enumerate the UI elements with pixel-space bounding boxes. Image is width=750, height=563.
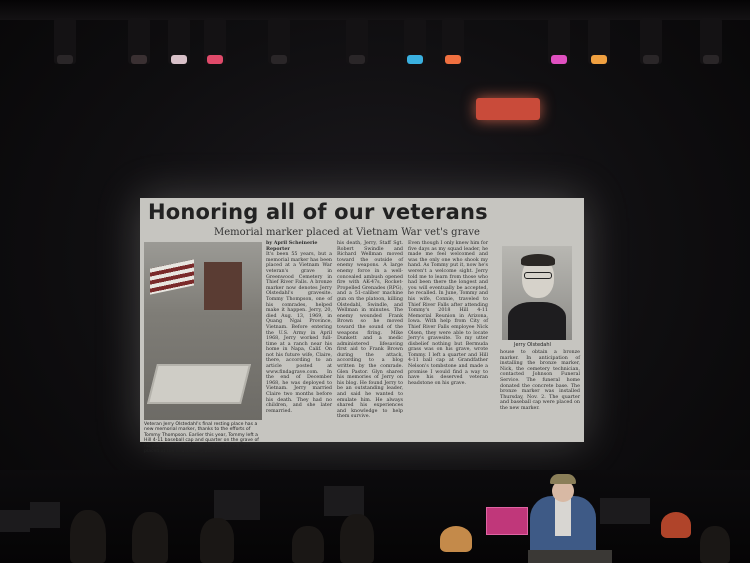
stage-light [204, 18, 226, 64]
veteran-portrait [502, 246, 572, 340]
stage-light [442, 18, 464, 64]
musician [200, 518, 234, 563]
article-subheadline: Memorial marker placed at Vietnam War vet's grave [214, 227, 480, 238]
stage-light [588, 18, 610, 64]
orchestra-area [0, 470, 750, 563]
stage-light [640, 18, 662, 64]
bronze-marker [147, 364, 251, 404]
musician [70, 510, 106, 563]
cap-icon [550, 474, 576, 484]
lit-music-stand [486, 507, 528, 535]
stage-light [404, 18, 426, 64]
musician [292, 526, 324, 563]
article-headline: Honoring all of our veterans [148, 200, 488, 224]
flag-icon [150, 259, 194, 294]
portrait-caption: Jerry Olstedahl [514, 342, 551, 348]
article-column-1 [266, 241, 332, 437]
stage-light [268, 18, 290, 64]
podium [528, 550, 612, 563]
musician [661, 512, 691, 538]
stage-light [346, 18, 368, 64]
byline: by April Scheinerie [266, 240, 318, 246]
projection-screen [140, 198, 584, 455]
article-column-4: house to obtain a bronze marker. In anticipation of installing the bronze marker, Nick, the cemetery technician, contacted Johnson Funeral Service. The funeral home donated the concrete base. The bronze marker was installed Thursday, Nov. 2. The quarter and baseball cap were placed on the new marker. [500, 350, 580, 411]
stage-light [128, 18, 150, 64]
article-column-2: his death, Jerry, Staff Sgt. Robert Swindle and Richard Wellman moved toward the outside of enemy weapons. A large enemy force in a well-concealed ambush opened fire with AK-47s, Rocket-Propelled Grenades (RPG), and a 51-caliber machine gun on the platoon, killing Olstedahl, Swindle, and Wellman in minutes. The enemy wounded Frank Brown so he moved toward the sound of the weapons firing. Mike Dunkett and a medic administered lifesaving first aid to Frank Brown during the attack, according to a blog written by the comrade. Glen Pastor. Glyn shared his memories of Jerry on his blog. He found Jerry to be an outstanding leader, and said he wanted to emulate him. He always shared his experiences and knowledge to help them survive. [337, 241, 403, 420]
grave-photo [144, 242, 262, 420]
musician [440, 526, 472, 552]
stage-light [700, 18, 722, 64]
byline-role: Reporter [266, 245, 290, 252]
music-stand [30, 502, 60, 528]
music-stand [0, 510, 30, 532]
photo-caption: Veteran Jerry Olstedahl's final resting place has a new memorial marker, thanks to the efforts of Tommy Thompson. Earlier this year, Tommy left a Hill 4-11 baseball cap and quarter on the grave of his paternal grandfather. They have now been placed at the final resting place. [144, 422, 259, 455]
music-stand [600, 498, 650, 524]
stage-light [168, 18, 190, 64]
musician [132, 512, 168, 563]
projector [476, 98, 540, 120]
article-column-3: Even though I only knew him for five days as my squad leader, he made me feel welcomed and was the only one who shook my hand. As Tommy put it, now he's weren't a welcome sight. Jerry told me to learn from those who had been there the longest and you will eventually be accepted, he recalled. In June, Tommy and his wife, Connie, traveled to Thief River Falls after attending Tommy's 2018 Hill 4-11 Memorial Reunion in Arizona, Iowa. With help from City of Thief River Falls employee Nick Olsen, they were able to locate Jerry's gravesite. To my utter disbelief nothing but Bermuda grass was on his grave, wrote Tommy. I left a quarter and Hill 4-11 ball cap at Grandfather Nelson's tombstone and made a promise I would find a way to have his deserved veteran headstone on his grave. [408, 241, 488, 386]
musician [340, 514, 374, 563]
music-stand [214, 490, 260, 520]
musician [700, 526, 730, 563]
music-stand [324, 486, 364, 516]
glasses-icon [524, 272, 552, 279]
column-text: It's been 55 years, but a memorial marker has been placed at a Vietnam War veteran's grave in Greenwood Cemetery in Thief River Falls. A bronze marker now denotes Jerry Olstedahl's gravesite. Tommy Thompson, one of his comrades, helped make it happen. Jerry, 20, died Aug. 13, 1969, in Quang Ngai Province, Vietnam. Before entering the U.S. Army in April 1968, Jerry worked full-time at a ranch near his home in Napa, Calif. On not his future wife, Claire, there, according to an article posted at www.findagrave.com. In the end of December 1968, he was deployed to Vietnam. Jerry married Claire two months before his death. They had no children, and she later remarried. [266, 252, 332, 414]
stage-light [54, 18, 76, 64]
headstone [204, 262, 242, 310]
stage-light [548, 18, 570, 64]
lighting-truss [0, 0, 750, 20]
